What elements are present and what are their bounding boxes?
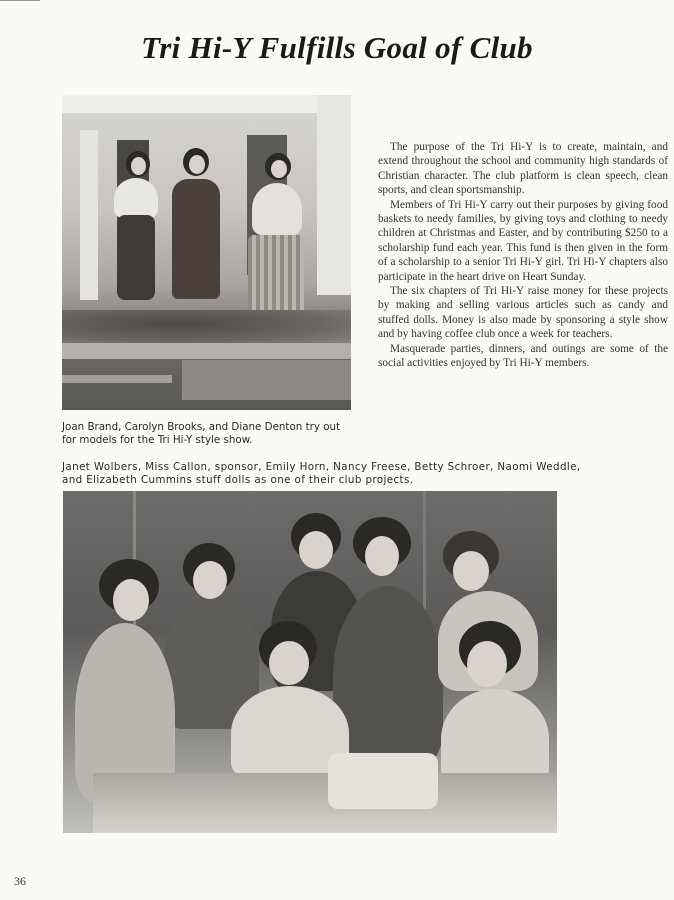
article-paragraph: The purpose of the Tri Hi-Y is to create, maintain, and extend throughout the school and community high standards of Christian character. The club platform is clean speech, clean sports, and clean sportsmanship. [378,141,668,197]
article-paragraph: The six chapters of Tri Hi-Y raise money for these projects by making and selling various articles such as candy and stuffed dolls. Money is also made by sponsoring a style show and by having coffee club once a week for teachers. [378,285,668,341]
doll-stuffing-photo [63,491,557,833]
page-title: Tri Hi-Y Fulfills Goal of Club [141,30,533,65]
bottom-photo-caption: Janet Wolbers, Miss Callon, sponsor, Emily Horn, Nancy Freese, Betty Schroer, Naomi Weddle, and Elizabeth Cummins stuff dolls as one of their club projects. [62,461,581,486]
article-paragraph: Members of Tri Hi-Y carry out their purposes by giving food baskets to needy families, by giving toys and clothing to needy children at Christmas and Easter, and by contributing $250 to a scholarship fund each year. This fund is then given in the form of a scholarship to a senior Tri Hi-Y girl. Tri Hi-Y chapters also participate in the heart drive on Heart Sunday. [378,198,668,283]
style-show-photo [62,95,351,410]
top-rule [0,0,40,1]
article-paragraph: Masquerade parties, dinners, and outings are some of the social activities enjoyed by Tri Hi-Y members. [378,342,668,370]
article-body [378,140,668,371]
page-number: 36 [14,874,26,888]
top-photo-caption: Joan Brand, Carolyn Brooks, and Diane Denton try out for models for the Tri Hi-Y style show. [62,421,341,446]
